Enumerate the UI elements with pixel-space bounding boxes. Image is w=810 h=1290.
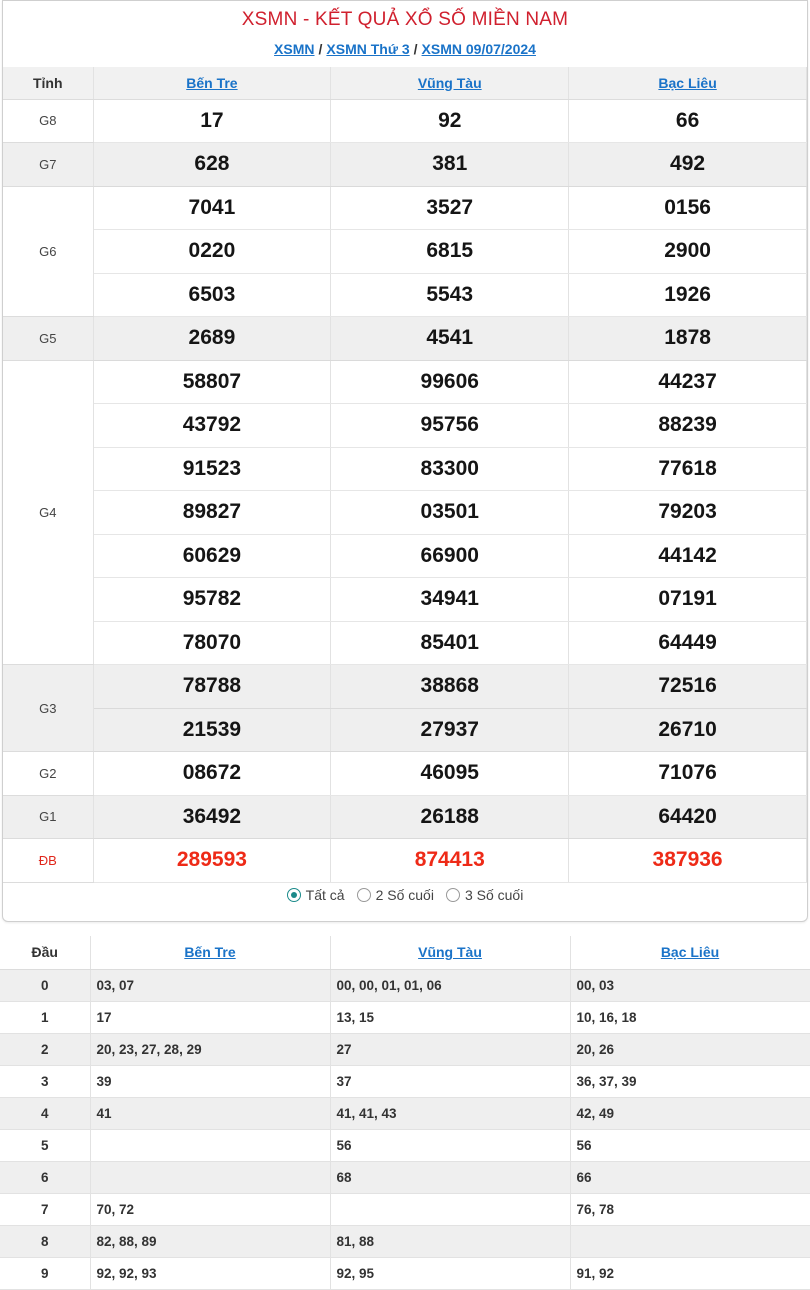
prize-number: 381 (331, 143, 569, 187)
breadcrumb-xsmn-link[interactable]: XSMN (274, 41, 315, 57)
prize-row (3, 491, 807, 535)
filter-option[interactable] (287, 887, 345, 903)
dau-header-label: Đầu (0, 936, 90, 969)
dau-row (0, 1225, 810, 1257)
dau-row (0, 1193, 810, 1225)
dau-values: 92, 95 (330, 1257, 570, 1289)
dau-digit: 6 (0, 1161, 90, 1193)
prize-number: 64449 (569, 621, 807, 665)
prize-number: 0220 (93, 230, 331, 274)
prize-number: 2900 (569, 230, 807, 274)
dau-values (90, 1129, 330, 1161)
dau-values (330, 1193, 570, 1225)
dau-values: 42, 49 (570, 1097, 810, 1129)
prize-number: 66 (569, 99, 807, 143)
prize-row (3, 534, 807, 578)
dau-values: 20, 23, 27, 28, 29 (90, 1033, 330, 1065)
page-title: XSMN - KẾT QUẢ XỔ SỐ MIỀN NAM (241, 9, 569, 30)
dau-digit: 8 (0, 1225, 90, 1257)
prize-row (3, 447, 807, 491)
prize-row (3, 404, 807, 448)
prize-number: 1926 (569, 273, 807, 317)
dau-values: 41 (90, 1097, 330, 1129)
prize-number: 492 (569, 143, 807, 187)
dau-values: 37 (330, 1065, 570, 1097)
dau-values: 68 (330, 1161, 570, 1193)
filter-option[interactable] (357, 887, 434, 903)
prize-row (3, 99, 807, 143)
province-header-label: Tỉnh (3, 67, 93, 99)
prize-number: 03501 (331, 491, 569, 535)
prize-row (3, 621, 807, 665)
filter-option-label: 3 Số cuối (464, 887, 524, 904)
prize-number: 0156 (569, 186, 807, 230)
dau-values: 81, 88 (330, 1225, 570, 1257)
prize-number: 95782 (93, 578, 331, 622)
prize-row (3, 578, 807, 622)
results-table (3, 67, 807, 883)
prize-number: 5543 (331, 273, 569, 317)
prize-number: 64420 (569, 795, 807, 839)
dau-values: 41, 41, 43 (330, 1097, 570, 1129)
dau-values: 82, 88, 89 (90, 1225, 330, 1257)
prize-number: 85401 (331, 621, 569, 665)
prize-number: 99606 (331, 360, 569, 404)
prize-number: 88239 (569, 404, 807, 448)
prize-number: 3527 (331, 186, 569, 230)
radio-icon[interactable] (287, 888, 301, 902)
dau-row (0, 1129, 810, 1161)
prize-number: 78070 (93, 621, 331, 665)
prize-row (3, 143, 807, 187)
prize-number: 60629 (93, 534, 331, 578)
prize-number: 72516 (569, 665, 807, 709)
prize-number: 2689 (93, 317, 331, 361)
prize-label: G4 (3, 360, 93, 665)
dau-values (570, 1225, 810, 1257)
prize-number: 38868 (331, 665, 569, 709)
prize-label: G5 (3, 317, 93, 361)
prize-number: 95756 (331, 404, 569, 448)
province-link-bac-lieu[interactable]: Bạc Liêu (658, 74, 717, 91)
prize-label: G7 (3, 143, 93, 187)
prize-number: 4541 (331, 317, 569, 361)
prize-row (3, 752, 807, 796)
dau-values: 03, 07 (90, 969, 330, 1001)
prize-number: 17 (93, 99, 331, 143)
prize-number: 08672 (93, 752, 331, 796)
dau-digit: 5 (0, 1129, 90, 1161)
dau-values: 66 (570, 1161, 810, 1193)
dau-row (0, 1001, 810, 1033)
prize-number: 89827 (93, 491, 331, 535)
prize-number: 92 (331, 99, 569, 143)
dau-row (0, 969, 810, 1001)
prize-number: 71076 (569, 752, 807, 796)
filter-option[interactable] (446, 887, 523, 903)
prize-row (3, 795, 807, 839)
prize-number: 26188 (331, 795, 569, 839)
prize-row (3, 360, 807, 404)
dau-row (0, 1257, 810, 1289)
prize-number: 6815 (331, 230, 569, 274)
prize-label: G2 (3, 752, 93, 796)
prize-number: 387936 (569, 839, 807, 883)
dau-values: 17 (90, 1001, 330, 1033)
digit-filter (3, 886, 807, 903)
breadcrumb-separator: / (413, 41, 418, 57)
prize-number: 46095 (331, 752, 569, 796)
dau-digit: 9 (0, 1257, 90, 1289)
dau-values: 91, 92 (570, 1257, 810, 1289)
prize-row (3, 230, 807, 274)
prize-label: G8 (3, 99, 93, 143)
dau-province-link-bac-lieu[interactable]: Bạc Liêu (660, 944, 720, 961)
prize-row (3, 317, 807, 361)
prize-number: 36492 (93, 795, 331, 839)
prize-number: 07191 (569, 578, 807, 622)
dau-values: 10, 16, 18 (570, 1001, 810, 1033)
filter-option-label: 2 Số cuối (375, 887, 434, 904)
prize-row (3, 708, 807, 752)
prize-row (3, 186, 807, 230)
dau-values: 20, 26 (570, 1033, 810, 1065)
dau-values: 36, 37, 39 (570, 1065, 810, 1097)
breadcrumb-separator: / (318, 41, 323, 57)
dau-values: 13, 15 (330, 1001, 570, 1033)
dau-row (0, 1033, 810, 1065)
prize-number: 21539 (93, 708, 331, 752)
breadcrumb-date-link[interactable]: XSMN 09/07/2024 (421, 41, 536, 57)
dau-values: 92, 92, 93 (90, 1257, 330, 1289)
prize-number: 27937 (331, 708, 569, 752)
dau-values: 00, 00, 01, 01, 06 (330, 969, 570, 1001)
dau-province-link-vung-tau[interactable]: Vũng Tàu (418, 944, 482, 961)
prize-number: 66900 (331, 534, 569, 578)
dau-table (0, 936, 810, 1290)
prize-number: 7041 (93, 186, 331, 230)
dau-values: 76, 78 (570, 1193, 810, 1225)
prize-number: 6503 (93, 273, 331, 317)
dau-digit: 7 (0, 1193, 90, 1225)
dau-values: 39 (90, 1065, 330, 1097)
prize-number: 34941 (331, 578, 569, 622)
radio-icon[interactable] (446, 888, 460, 902)
prize-label: G6 (3, 186, 93, 317)
prize-number: 79203 (569, 491, 807, 535)
dau-values: 00, 03 (570, 969, 810, 1001)
dau-values (90, 1161, 330, 1193)
dau-row (0, 1097, 810, 1129)
prize-number: 78788 (93, 665, 331, 709)
dau-values: 56 (570, 1129, 810, 1161)
dau-row (0, 1065, 810, 1097)
prize-number: 628 (93, 143, 331, 187)
prize-number: 44142 (569, 534, 807, 578)
prize-number: 91523 (93, 447, 331, 491)
breadcrumb-weekday-link[interactable]: XSMN Thứ 3 (326, 41, 410, 57)
prize-row (3, 665, 807, 709)
results-card (2, 0, 808, 922)
filter-option-label: Tất cả (305, 887, 345, 904)
province-link-vung-tau[interactable]: Vũng Tàu (417, 74, 482, 91)
dau-digit: 2 (0, 1033, 90, 1065)
results-header-row (3, 67, 807, 99)
dau-digit: 1 (0, 1001, 90, 1033)
prize-number: 874413 (331, 839, 569, 883)
province-link-ben-tre[interactable]: Bến Tre (186, 74, 238, 91)
dau-header-row (0, 936, 810, 969)
prize-number: 43792 (93, 404, 331, 448)
dau-digit: 4 (0, 1097, 90, 1129)
prize-number: 44237 (569, 360, 807, 404)
dau-values: 56 (330, 1129, 570, 1161)
dau-province-link-ben-tre[interactable]: Bến Tre (184, 944, 236, 961)
dau-values: 27 (330, 1033, 570, 1065)
prize-number: 83300 (331, 447, 569, 491)
prize-label: G3 (3, 665, 93, 752)
dau-digit: 0 (0, 969, 90, 1001)
prize-number: 26710 (569, 708, 807, 752)
prize-number: 58807 (93, 360, 331, 404)
breadcrumb (3, 41, 807, 57)
prize-label: ĐB (3, 839, 93, 883)
dau-values: 70, 72 (90, 1193, 330, 1225)
prize-row (3, 839, 807, 883)
prize-label: G1 (3, 795, 93, 839)
prize-row (3, 273, 807, 317)
prize-number: 1878 (569, 317, 807, 361)
prize-number: 289593 (93, 839, 331, 883)
dau-row (0, 1161, 810, 1193)
prize-number: 77618 (569, 447, 807, 491)
dau-digit: 3 (0, 1065, 90, 1097)
radio-icon[interactable] (357, 888, 371, 902)
